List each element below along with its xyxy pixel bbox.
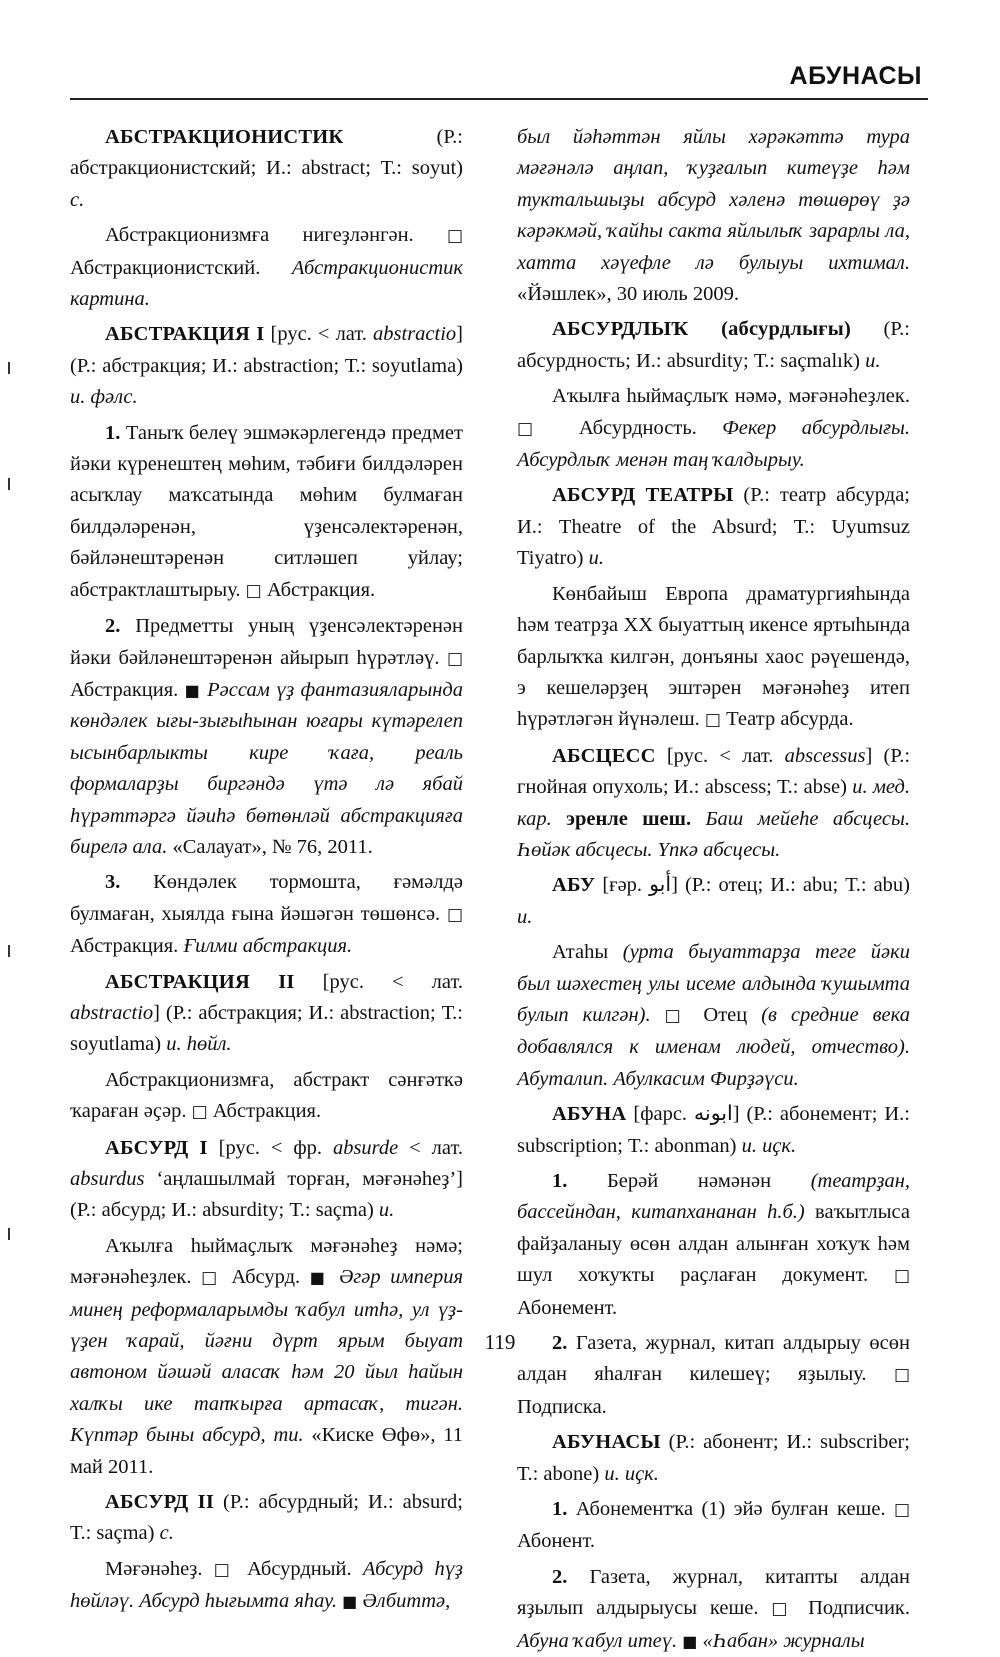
headword: АБСУРД II <box>105 1491 215 1514</box>
translation-marker-icon: □ <box>213 1559 236 1580</box>
text-run: Мәғәнәһеҙ. <box>105 1557 214 1580</box>
headword: АБСУРДЛЫҠ (абсурдлығы) <box>552 318 852 341</box>
dictionary-paragraph <box>517 1562 910 1657</box>
italic-run: и. <box>865 349 881 372</box>
dictionary-paragraph <box>517 870 910 933</box>
headword: АБСТРАКЦИЯ I <box>105 323 265 346</box>
italic-run: и. иҫк. <box>604 1462 659 1485</box>
text-run: [рус. < фр. <box>207 1136 333 1159</box>
dictionary-paragraph <box>70 867 463 962</box>
text-run: Подписка. <box>517 1395 607 1418</box>
example-marker-icon: ■ <box>184 680 201 700</box>
translation-marker-icon: □ <box>664 1005 690 1026</box>
text-run: (Р.: абсурдность; И.: absurdity; Т.: saçmalık) <box>517 318 910 372</box>
headword: АБУ <box>552 874 596 897</box>
dictionary-paragraph <box>70 1487 463 1550</box>
text-run: Абстракция. <box>207 1100 322 1123</box>
italic-run: (театрҙан, бассейндан, китапхананан һ.б.) <box>517 1170 910 1224</box>
text-run: Абстракция. <box>70 935 184 958</box>
italic-run: Абстракционистик картина. <box>70 256 463 311</box>
italic-run: abstractio <box>373 323 457 346</box>
italic-run: Ғилми абстракция. <box>183 935 353 958</box>
text-run: Абсурдность. <box>553 416 723 439</box>
text-run: (Р.: театр абсурда; И.: Theatre of the Absurd; Т.: Uyumsuz Tiyatro) <box>517 484 910 570</box>
page-number: 119 <box>484 1330 516 1354</box>
italic-run: и. фәлс. <box>70 386 138 409</box>
translation-marker-icon: □ <box>446 648 463 669</box>
dictionary-paragraph <box>70 319 463 413</box>
italic-run: absurde <box>332 1136 399 1159</box>
dictionary-paragraph <box>517 314 910 377</box>
dictionary-paragraph <box>517 741 910 867</box>
italic-run: и. һөйл. <box>166 1033 232 1056</box>
text-run: [рус. < лат. <box>294 970 463 993</box>
text-run: [рус. < лат. <box>655 744 785 767</box>
dictionary-paragraph <box>517 579 910 737</box>
bold-run: 2. <box>552 1565 568 1588</box>
example-marker-icon: ■ <box>309 1268 330 1288</box>
italic-run: Абсурд һүҙ һөйләү. Абсурд һығымта яһау. <box>70 1557 464 1613</box>
translation-marker-icon: □ <box>893 1365 910 1386</box>
text-run: Отец <box>689 1003 762 1026</box>
text-run: ваҡытлыса файҙаланыу өсөн алдан алынған хоҡуҡ һәм шул хоҡуҡты раҫлаған документ. <box>517 1201 910 1287</box>
text-run: «Салауат», № 76, 2011. <box>167 835 373 858</box>
text-run: Подписчик. <box>795 1597 911 1620</box>
text-run: Берәй нәмәнән <box>567 1170 811 1192</box>
text-run: [рус. < лат. <box>264 323 374 346</box>
dictionary-paragraph <box>517 1099 910 1162</box>
dictionary-paragraph <box>70 967 463 1061</box>
left-column <box>70 122 463 1618</box>
bold-run: эренле шеш. <box>566 807 692 830</box>
italic-run: и. <box>588 547 604 570</box>
text-run: Абстракционизмға нигеҙләнгән. <box>105 224 447 247</box>
italic-run: Баш мейеһе абсцесы. Һөйәк абсцесы. Үпкә абсцесы. <box>517 807 910 861</box>
text-run: Абонементҡа (1) эйә булған кеше. <box>567 1498 894 1521</box>
dictionary-paragraph <box>70 1065 463 1129</box>
dictionary-paragraph <box>517 1427 910 1490</box>
translation-marker-icon: □ <box>446 904 463 925</box>
dictionary-paragraph <box>70 220 463 315</box>
text-run: Абонемент. <box>517 1296 618 1319</box>
bold-run: 1. <box>105 421 121 444</box>
text-run: Таныҡ белеү эшмәкәрлегендә предмет йәки күренештең мөһим, тәбиғи билдәләрен асыҡлау маҡсатында мөһим булмаған билдәләренән, үҙенсәлектәренән, бәйләнештәренән ситләшеп уйлау; абстрактлаштырыу. <box>70 421 463 601</box>
italic-run: Фекер абсурдлығы. Абсурдлыҡ менән таң ҡалдырыу. <box>517 416 910 472</box>
italic-run: и. иҫк. <box>741 1134 797 1157</box>
headword: АБУНА <box>552 1103 627 1126</box>
text-run: Абсурд. <box>221 1266 310 1289</box>
text-run: «Киске Өфө», 11 май 2011. <box>70 1424 463 1478</box>
dictionary-paragraph <box>70 1231 463 1483</box>
italic-run: и. <box>517 905 533 928</box>
translation-marker-icon: □ <box>201 1268 222 1289</box>
text-run: Абстракционистский. <box>70 256 292 279</box>
text-run: ‘аңлашылмай торған, мәғәнәһеҙ’] (Р.: абсурд; И.: absurdity; Т.: saçma) <box>70 1168 463 1222</box>
dictionary-paragraph <box>517 381 910 476</box>
dictionary-paragraph <box>517 1166 910 1324</box>
headword: АБСТРАКЦИЯ II <box>105 970 295 993</box>
bold-run: 1. <box>552 1170 568 1192</box>
example-marker-icon: ■ <box>342 1592 358 1612</box>
italic-run: был йәһәттән яйлы хәрәкәттә тура мәғәнәлә аңлап, ҡуҙғалып китеүҙе һәм туктальшыҙы абсурд хәленә төшөрөү ҙә кәрәкмәй, ҡайһы сакта яйлылыҡ зарарлы ла, хатта хәүефле лә булыуы ихтимал. <box>517 126 910 274</box>
running-header <box>70 58 928 100</box>
bold-run: 2. <box>552 1332 568 1355</box>
text-run: ] (Р.: гнойная опухоль; И.: abscess; Т.: abse) <box>517 744 911 799</box>
text-run: Газета, журнал, китапты алдан яҙылып алдырыусы кеше. <box>517 1565 910 1620</box>
italic-run: absurdus <box>70 1168 145 1190</box>
dictionary-paragraph <box>517 937 910 1095</box>
italic-run: (урта быуаттарҙа теге йәки был шәхестең улы исеме алдында ҡушымта булып килгән). <box>517 941 910 1026</box>
italic-run: с. <box>159 1522 174 1545</box>
example-marker-icon: ■ <box>682 1631 698 1651</box>
text-run: Абсурдный. <box>235 1557 363 1580</box>
right-column <box>517 122 910 1657</box>
dictionary-paragraph <box>517 480 910 574</box>
italic-run: abscessus <box>784 744 866 767</box>
italic-run: Рәссам үҙ фантазияларында көндәлек ығы-зығыһынан юғары күтәрелеп ысынбарлыкты кире ҡаға, реаль формаларҙы биргәндә үтә лә ябай һүрәттәргә йәиһә бөтөнләй абстракцияға бирелә ала. <box>70 678 463 858</box>
margin-mark <box>8 478 10 490</box>
headword: АБСУРД I <box>105 1136 208 1159</box>
dictionary-paragraph <box>70 418 463 607</box>
dictionary-paragraph <box>70 122 463 216</box>
text-run: [ғәр. أبو] (Р.: отец; И.: abu; Т.: abu) <box>595 874 910 897</box>
italic-run: (в средние века добавлялся к именам людей, отчество). Абуталип. Абулкасим Фирҙәүси. <box>517 1003 910 1090</box>
italic-run: с. <box>70 188 85 211</box>
text-run: Абстракционизмға, абстракт сәнғәткә ҡараған әҫәр. <box>70 1068 463 1123</box>
text-run: Абстракция. <box>261 578 376 601</box>
italic-run: и. <box>378 1199 395 1222</box>
italic-run: Әлбиттә, <box>362 1590 451 1613</box>
translation-marker-icon: □ <box>446 226 463 247</box>
translation-marker-icon: □ <box>771 1599 796 1620</box>
italic-run: «Һабан» журналы <box>702 1629 865 1652</box>
margin-mark <box>8 362 10 374</box>
text-run: Атаһы <box>552 941 623 964</box>
translation-marker-icon: □ <box>704 710 721 731</box>
text-run: Предметты уның үҙенсәлектәренән йәки бәйләнештәренән айырып һүрәтләү. <box>70 615 463 669</box>
text-run <box>552 808 566 830</box>
text-run: Абстракция. <box>70 678 185 701</box>
bold-run: 2. <box>105 615 121 638</box>
margin-mark <box>8 945 10 957</box>
dictionary-paragraph <box>70 1554 463 1618</box>
text-run: ] (Р.: абстракция; И.: abstraction; Т.: soyutlama) <box>70 1001 463 1056</box>
translation-marker-icon: □ <box>245 580 262 601</box>
headword: АБСЦЕСС <box>552 744 656 767</box>
translation-marker-icon: □ <box>517 418 554 439</box>
text-run: Театр абсурда. <box>720 708 854 731</box>
headword: АБУНАСЫ <box>552 1431 661 1454</box>
running-head-word: АБУНАСЫ <box>789 62 922 90</box>
text-run: (Р.: абсурдный; И.: absurd; Т.: saçma) <box>70 1491 463 1545</box>
dictionary-paragraph <box>517 1494 910 1558</box>
text-run <box>329 1266 339 1288</box>
translation-marker-icon: □ <box>893 1266 910 1287</box>
text-run: Газета, журнал, китап алдырыу өсөн алдан яһалған килешеү; яҙылыу. <box>517 1332 910 1386</box>
text-run: < лат. <box>398 1136 464 1159</box>
text-run: (Р.: абонент; И.: subscriber; Т.: abone) <box>517 1431 910 1485</box>
text-run <box>651 1004 665 1026</box>
italic-run: Әгәр империя минең реформаларымды ҡабул итһә, ул үҙ-үҙен ҡарай, йәғни дүрт ярым быуат автоном йәшәй аласаҡ һәм 20 йыл һайын халҡы ике тапҡырға артасаҡ, тигән. Күптәр быны абсурд, ти. <box>70 1266 463 1447</box>
text-run: Көндәлек тормошта, ғәмәлдә булмаған, хыялда ғына йәшәгән төшөнсә. <box>70 871 463 925</box>
text-run: (Р.: абстракционистский; И.: abstract; Т.: soyut) <box>70 126 463 180</box>
headword: АБСТРАКЦИОНИСТИК <box>105 126 344 148</box>
text-run: Аҡылға һыймаҫлыҡ мәғәнәһеҙ нәмә; мәғәнәһеҙлек. <box>70 1234 463 1289</box>
text-run: Аҡылға һыймаҫлыҡ нәмә, мәғәнәһеҙлек. <box>552 385 910 408</box>
text-run: ] (Р.: абстракция; И.: abstraction; Т.: soyutlama) <box>70 323 463 377</box>
text-run: «Йәшлек», 30 июль 2009. <box>517 283 739 306</box>
bold-run: 1. <box>552 1498 568 1521</box>
text-run: Көнбайыш Европа драматургияһында һәм театрҙа XX быуаттың икенсе яртыһында барлыҡҡа килгән, донъяны хаос рәүешендә, э кешеләрҙең эштәрен мәғәнәһеҙ итеп һүрәтләгән йүнәлеш. <box>517 582 910 731</box>
dictionary-paragraph <box>70 1133 463 1227</box>
text-run: [фарс. ابونه] (Р.: абонемент; И.: subscription; Т.: abonman) <box>517 1103 910 1157</box>
text-run: Абонент. <box>517 1530 596 1553</box>
margin-mark <box>8 1228 10 1240</box>
translation-marker-icon: □ <box>893 1500 910 1521</box>
italic-run: Абуна ҡабул итеү. <box>517 1629 678 1652</box>
headword: АБСУРД ТЕАТРЫ <box>552 484 734 507</box>
dictionary-paragraph <box>70 611 463 863</box>
bold-run: 3. <box>105 871 121 894</box>
text-run <box>691 808 705 830</box>
italic-run: abstractio <box>70 1001 154 1024</box>
dictionary-paragraph <box>517 122 910 310</box>
translation-marker-icon: □ <box>191 1102 208 1123</box>
italic-run: и. мед. кар. <box>517 776 911 830</box>
